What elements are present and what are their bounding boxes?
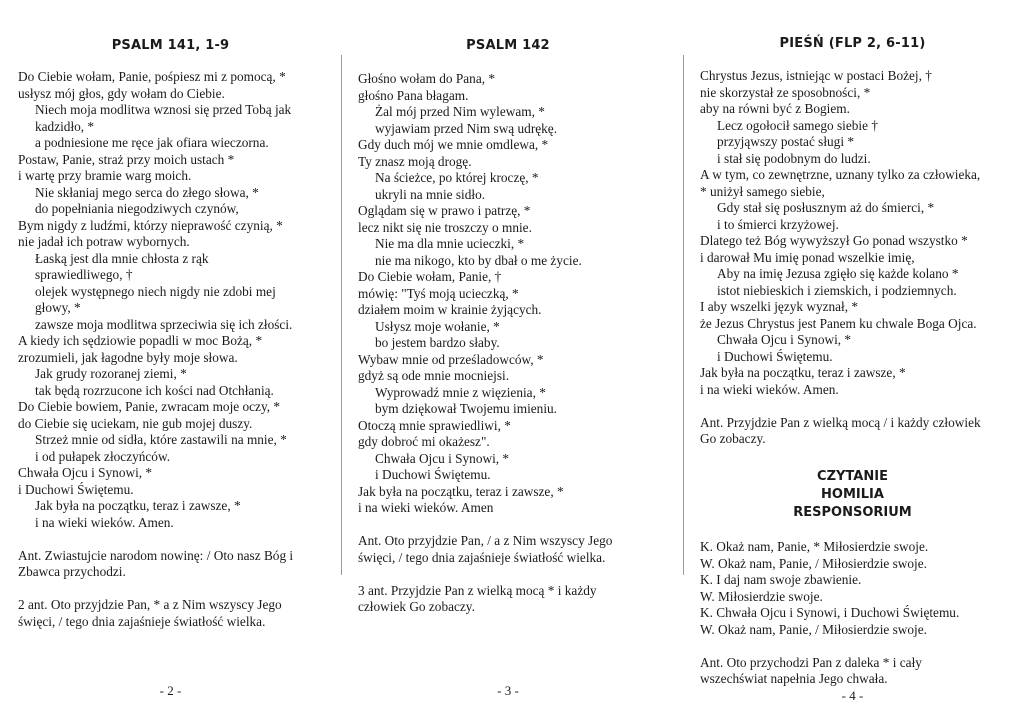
text-line: A kiedy ich sędziowie popadli w moc Bożą, *: [18, 333, 263, 348]
blank-line: [18, 581, 323, 598]
text-lines: [358, 71, 658, 616]
text-line: usłysz mój głos, gdy wołam do Ciebie.: [18, 85, 225, 101]
text-line: nie skorzystał ze sposobności, *: [700, 84, 871, 100]
responsory-lines: [700, 539, 1005, 688]
page-3: [358, 0, 658, 725]
text-line: Ant. Zwiastujcie narodom nowinę: / Oto nasz Bóg i: [18, 547, 294, 563]
text-line: wszechświat napełnia Jego chwała.: [700, 671, 888, 686]
page-number: - 4 -: [841, 688, 864, 703]
text-line: Nie skłaniaj mego serca do złego słowa, *: [35, 184, 259, 200]
text-line: człowiek Go zobaczy.: [358, 599, 475, 614]
text-line: olejek występnego niech nigdy nie zdobi mej: [35, 283, 276, 299]
heading-homilia: HOMILIA: [821, 487, 884, 502]
text-line: i darował Mu imię ponad wszelkie imię,: [700, 249, 915, 265]
text-line: i na wieki wieków. Amen.: [700, 381, 839, 397]
text-line: wyjawiam przed Nim swą udrękę.: [375, 120, 558, 136]
text-line: że Jezus Chrystus jest Panem ku chwale Boga Ojca.: [700, 315, 977, 331]
text-line: święci, / tego dnia zajaśnieje światłość wielka.: [358, 549, 606, 565]
text-line: aby na równi być z Bogiem.: [700, 101, 850, 116]
text-line: i na wieki wieków. Amen.: [35, 514, 174, 530]
text-line: Ant. Oto przyjdzie Pan, / a z Nim wszyscy Jego: [358, 533, 613, 548]
text-line: zawsze moja modlitwa sprzeciwia się ich złości.: [35, 316, 293, 332]
text-line: K. Okaż nam, Panie, * Miłosierdzie swoje.: [700, 539, 929, 554]
text-line: 2 ant. Oto przyjdzie Pan, * a z Nim wszyscy Jego: [18, 597, 282, 612]
text-line: i to śmierci krzyżowej.: [717, 216, 839, 232]
text-line: Nie ma dla mnie ucieczki, *: [375, 236, 525, 251]
text-line: Chrystus Jezus, istniejąc w postaci Bożej, †: [700, 68, 932, 83]
text-line: W. Okaż nam, Panie, / Miłosierdzie swoje.: [700, 621, 927, 637]
text-line: Gdy duch mój we mnie omdlewa, *: [358, 137, 549, 152]
text-line: Bym nigdy z ludźmi, którzy nieprawość czynią, *: [18, 217, 283, 233]
page-4: [700, 0, 1005, 725]
text-line: Usłysz moje wołanie, *: [375, 318, 500, 334]
text-line: tak będą rozrzucone ich kości nad Otchłanią.: [35, 382, 274, 398]
text-line: Łaską jest dla mnie chłosta z rąk: [35, 250, 209, 266]
blank-line: [700, 638, 1005, 655]
text-line: Oglądam się w prawo i patrzę, *: [358, 203, 531, 218]
column-divider: [683, 55, 684, 575]
text-line: mówię: "Tyś moją ucieczką, *: [358, 285, 519, 301]
text-line: Jak była na początku, teraz i zawsze, *: [35, 498, 241, 513]
text-line: Aby na imię Jezusa zgięło się każde kolano *: [717, 266, 959, 281]
text-line: i od pułapek złoczyńców.: [35, 448, 171, 464]
text-line: Jak była na początku, teraz i zawsze, *: [358, 483, 564, 499]
text-line: Go zobaczy.: [700, 431, 766, 446]
blank-line: [700, 398, 1005, 415]
text-lines: [18, 69, 323, 630]
text-line: i Duchowi Świętemu.: [717, 348, 833, 364]
text-line: Do Ciebie wołam, Panie, †: [358, 269, 502, 284]
text-line: Głośno wołam do Pana, *: [358, 71, 496, 86]
blank-line: [18, 531, 323, 548]
text-line: nie jadał ich potraw wybornych.: [18, 234, 190, 249]
text-line: głowy, *: [35, 300, 81, 315]
page-title: PSALM 142: [466, 38, 550, 53]
text-line: K. I daj nam swoje zbawienie.: [700, 572, 862, 587]
text-line: głośno Pana błagam.: [358, 87, 469, 103]
text-line: i na wieki wieków. Amen: [358, 500, 494, 515]
text-line: lecz nikt się nie troszczy o mnie.: [358, 219, 532, 235]
text-line: przyjąwszy postać sługi *: [717, 134, 855, 149]
heading-responsorium: RESPONSORIUM: [793, 505, 912, 520]
heading-czytanie: CZYTANIE: [817, 469, 888, 484]
text-line: Jak była na początku, teraz i zawsze, *: [700, 365, 906, 380]
text-line: nie ma nikogo, kto by dbał o me życie.: [375, 252, 582, 268]
text-line: Dlatego też Bóg wywyższył Go ponad wszystko *: [700, 233, 968, 248]
text-line: do Ciebie się uciekam, nie gub mojej duszy.: [18, 415, 253, 431]
text-line: ukryli na mnie sidło.: [375, 186, 486, 202]
page-title: PSALM 141, 1-9: [111, 38, 230, 53]
text-line: bym dziękował Twojemu imieniu.: [375, 401, 557, 416]
text-lines: [700, 68, 1005, 448]
text-line: zrozumieli, jak łagodne były moje słowa.: [18, 349, 238, 365]
text-line: święci, / tego dnia zajaśnieje światłość wielka.: [18, 613, 266, 629]
text-line: W. Miłosierdzie swoje.: [700, 588, 823, 604]
text-line: * uniżył samego siebie,: [700, 183, 825, 199]
text-line: gdyż są ode mnie mocniejsi.: [358, 368, 510, 383]
section-headings: [700, 468, 1005, 522]
text-line: Żal mój przed Nim wylewam, *: [375, 104, 545, 119]
page-title: PIEŚŃ (FLP 2, 6-11): [779, 36, 926, 51]
blank-line: [358, 517, 658, 534]
text-line: Chwała Ojcu i Synowi, *: [375, 450, 510, 466]
text-line: 3 ant. Przyjdzie Pan z wielką mocą * i każdy: [358, 582, 597, 598]
text-line: Chwała Ojcu i Synowi, *: [717, 332, 852, 347]
text-line: Postaw, Panie, straż przy moich ustach *: [18, 151, 235, 167]
text-line: K. Chwała Ojcu i Synowi, i Duchowi Świętemu.: [700, 605, 960, 620]
blank-line: [358, 566, 658, 583]
page-number: - 3 -: [497, 683, 519, 698]
text-line: I aby wszelki język wyznał, *: [700, 299, 859, 314]
text-line: gdy dobroć mi okażesz".: [358, 434, 490, 449]
text-line: Na ścieżce, po której kroczę, *: [375, 170, 539, 185]
text-line: działem moim w krainie żyjących.: [358, 302, 542, 317]
text-line: Do Ciebie wołam, Panie, pośpiesz mi z pomocą, *: [18, 69, 286, 84]
text-line: Zbawca przychodzi.: [18, 564, 126, 579]
text-line: Otoczą mnie sprawiedliwi, *: [358, 417, 511, 433]
text-line: i Duchowi Świętemu.: [375, 467, 491, 482]
column-divider: [341, 55, 342, 575]
text-line: Ant. Przyjdzie Pan z wielką mocą / i każdy człowiek: [700, 414, 981, 430]
text-line: Chwała Ojcu i Synowi, *: [18, 465, 153, 480]
text-line: istot niebieskich i ziemskich, i podziemnych.: [717, 282, 957, 298]
text-line: a podniesione me ręce jak ofiara wieczorna.: [35, 135, 269, 150]
text-line: Wyprowadź mnie z więzienia, *: [375, 384, 546, 400]
page-2: [18, 0, 323, 725]
text-line: Ty znasz moją drogę.: [358, 153, 472, 169]
text-line: bo jestem bardzo słaby.: [375, 335, 500, 350]
text-line: i Duchowi Świętemu.: [18, 481, 134, 497]
text-line: A w tym, co zewnętrzne, uznany tylko za człowieka,: [700, 167, 981, 182]
text-line: Do Ciebie bowiem, Panie, zwracam moje oczy, *: [18, 399, 281, 414]
text-line: do popełniania niegodziwych czynów,: [35, 201, 239, 216]
text-line: kadzidło, *: [35, 118, 95, 134]
text-line: i wartę przy bramie warg moich.: [18, 168, 192, 183]
text-line: Niech moja modlitwa wznosi się przed Tobą jak: [35, 102, 292, 117]
text-line: Lecz ogołocił samego siebie †: [717, 117, 878, 133]
text-line: sprawiedliwego, †: [35, 267, 133, 282]
text-line: i stał się podobnym do ludzi.: [717, 150, 871, 166]
text-line: Ant. Oto przychodzi Pan z daleka * i cały: [700, 654, 922, 670]
text-line: Wybaw mnie od prześladowców, *: [358, 351, 544, 367]
text-line: Jak grudy rozoranej ziemi, *: [35, 366, 187, 381]
text-line: W. Okaż nam, Panie, / Miłosierdzie swoje.: [700, 555, 927, 571]
page-number: - 2 -: [159, 683, 182, 698]
text-line: Gdy stał się posłusznym aż do śmierci, *: [717, 200, 935, 215]
text-line: Strzeż mnie od sidła, które zastawili na mnie, *: [35, 432, 287, 447]
